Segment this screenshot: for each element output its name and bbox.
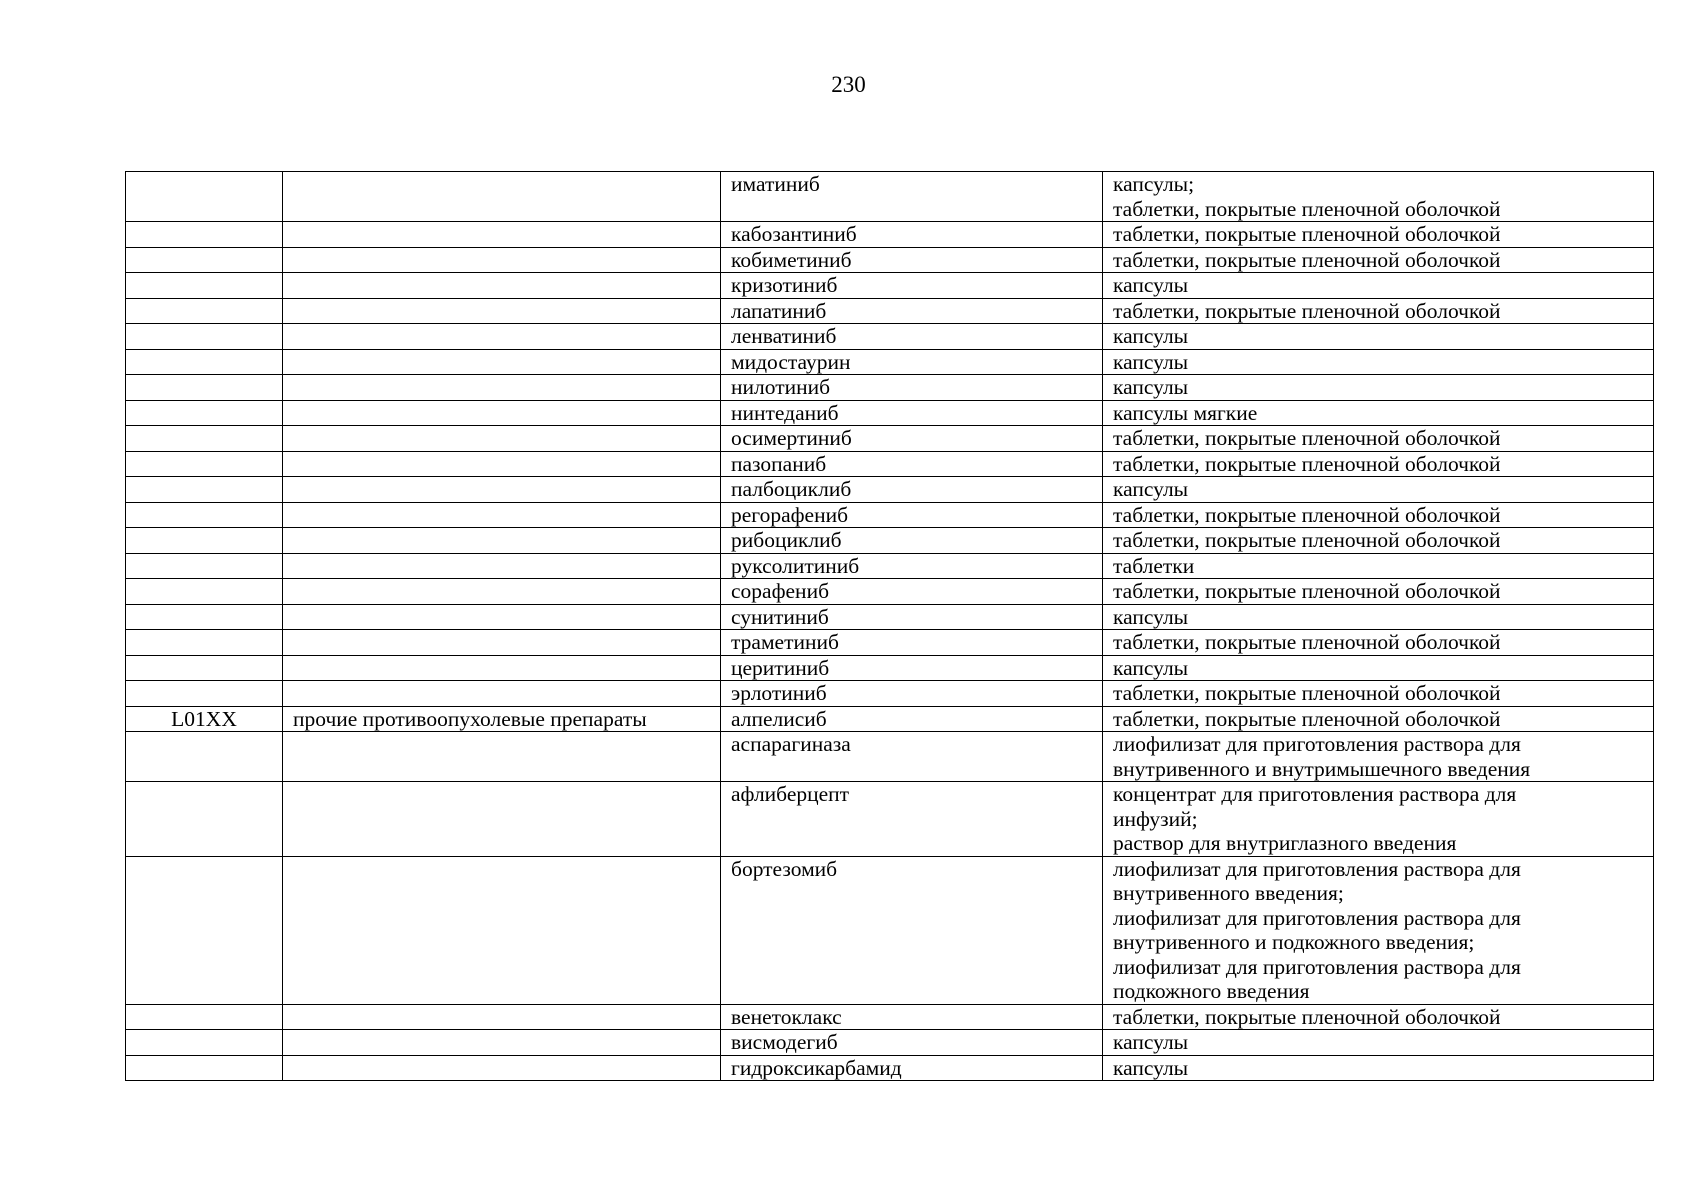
group-name-cell [283, 1055, 721, 1081]
drug-name-cell: сунитиниб [721, 604, 1103, 630]
group-name-cell [283, 222, 721, 248]
dosage-forms-cell [1103, 856, 1654, 1004]
dosage-form-line: таблетки, покрытые пленочной оболочкой [1113, 298, 1501, 323]
atc-code-cell [126, 349, 283, 375]
dosage-form-line: капсулы [1113, 375, 1189, 399]
atc-code-cell [126, 732, 283, 782]
dosage-form-line: таблетки, покрытые пленочной оболочкой [1113, 196, 1501, 221]
atc-code-cell [126, 553, 283, 579]
drug-name-cell: мидостаурин [721, 349, 1103, 375]
dosage-forms-cell [1103, 655, 1654, 681]
atc-code-cell [126, 477, 283, 503]
dosage-form-line: внутривенного введения; [1113, 881, 1344, 905]
dosage-forms-cell [1103, 273, 1654, 299]
dosage-forms-cell [1103, 172, 1654, 222]
dosage-forms-cell [1103, 400, 1654, 426]
dosage-form-line: капсулы; [1113, 172, 1195, 196]
drug-name-cell: бортезомиб [721, 856, 1103, 1004]
dosage-forms-cell [1103, 477, 1654, 503]
dosage-forms-cell [1103, 732, 1654, 782]
page-number: 230 [831, 72, 866, 97]
table-row [126, 324, 1654, 350]
table-row [126, 451, 1654, 477]
table-row [126, 247, 1654, 273]
table-body [126, 172, 1654, 1081]
group-name-cell [283, 375, 721, 401]
group-name-cell [283, 630, 721, 656]
drug-name-cell: палбоциклиб [721, 477, 1103, 503]
atc-code-cell [126, 1004, 283, 1030]
dosage-forms-cell [1103, 528, 1654, 554]
group-name-cell [283, 349, 721, 375]
dosage-form-line: таблетки, покрытые пленочной оболочкой [1113, 502, 1501, 527]
dosage-form-line: таблетки, покрытые пленочной оболочкой [1113, 630, 1501, 654]
dosage-forms-cell [1103, 1055, 1654, 1081]
atc-code-cell [126, 400, 283, 426]
drug-name-cell: сорафениб [721, 579, 1103, 605]
atc-code-cell [126, 630, 283, 656]
atc-code-cell [126, 528, 283, 554]
group-name-cell [283, 553, 721, 579]
atc-code-cell [126, 604, 283, 630]
dosage-form-line: капсулы [1113, 1030, 1189, 1054]
atc-code-cell [126, 298, 283, 324]
dosage-form-line: раствор для внутриглазного введения [1113, 831, 1457, 855]
group-name-cell: прочие противоопухолевые препараты [283, 706, 721, 732]
table-row [126, 681, 1654, 707]
group-name-cell [283, 426, 721, 452]
table-row [126, 273, 1654, 299]
dosage-forms-cell [1103, 681, 1654, 707]
dosage-forms-cell [1103, 502, 1654, 528]
table-row [126, 426, 1654, 452]
atc-code-cell [126, 579, 283, 605]
drug-name-cell: афлиберцепт [721, 782, 1103, 857]
dosage-form-line: таблетки, покрытые пленочной оболочкой [1113, 426, 1501, 450]
drug-name-cell: осимертиниб [721, 426, 1103, 452]
drug-name-cell: руксолитиниб [721, 553, 1103, 579]
table-row [126, 1030, 1654, 1056]
group-name-cell [283, 172, 721, 222]
drug-name-cell: кризотиниб [721, 273, 1103, 299]
dosage-forms-cell [1103, 349, 1654, 375]
dosage-form-line: таблетки, покрытые пленочной оболочкой [1113, 247, 1501, 272]
table-row [126, 630, 1654, 656]
table-row [126, 732, 1654, 782]
dosage-form-line: таблетки [1113, 553, 1195, 578]
dosage-form-line: таблетки, покрытые пленочной оболочкой [1113, 579, 1501, 603]
drug-name-cell: аспарагиназа [721, 732, 1103, 782]
drug-name-cell: лапатиниб [721, 298, 1103, 324]
dosage-form-line: инфузий; [1113, 806, 1198, 831]
group-name-cell [283, 273, 721, 299]
dosage-form-line: лиофилизат для приготовления раствора для [1113, 856, 1521, 881]
dosage-forms-cell [1103, 222, 1654, 248]
dosage-forms-cell [1103, 579, 1654, 605]
atc-code-cell [126, 856, 283, 1004]
atc-code-cell [126, 222, 283, 248]
dosage-form-line: подкожного введения [1113, 979, 1310, 1003]
table-row [126, 553, 1654, 579]
group-name-cell [283, 502, 721, 528]
dosage-forms-cell [1103, 706, 1654, 732]
atc-code-cell [126, 502, 283, 528]
group-name-cell [283, 579, 721, 605]
dosage-form-line: лиофилизат для приготовления раствора для [1113, 905, 1521, 930]
table-row [126, 1055, 1654, 1081]
drug-name-cell: висмодегиб [721, 1030, 1103, 1056]
group-name-cell [283, 1030, 721, 1056]
group-name-cell [283, 247, 721, 273]
drug-name-cell: эрлотиниб [721, 681, 1103, 707]
group-name-cell [283, 732, 721, 782]
drug-name-cell: иматиниб [721, 172, 1103, 222]
drug-name-cell: алпелисиб [721, 706, 1103, 732]
atc-code-cell [126, 655, 283, 681]
table-row [126, 1004, 1654, 1030]
atc-code-cell [126, 1030, 283, 1056]
atc-code-cell [126, 273, 283, 299]
table-row [126, 298, 1654, 324]
group-name-cell [283, 856, 721, 1004]
group-name-cell [283, 451, 721, 477]
dosage-form-line: таблетки, покрытые пленочной оболочкой [1113, 706, 1501, 731]
drug-name-cell: кобиметиниб [721, 247, 1103, 273]
group-name-cell [283, 298, 721, 324]
group-name-cell [283, 681, 721, 707]
table-row [126, 477, 1654, 503]
dosage-form-line: капсулы [1113, 477, 1189, 501]
dosage-form-line: таблетки, покрытые пленочной оболочкой [1113, 1004, 1501, 1029]
dosage-forms-cell [1103, 604, 1654, 630]
dosage-forms-cell [1103, 553, 1654, 579]
table-row [126, 349, 1654, 375]
table-row [126, 528, 1654, 554]
drug-name-cell: пазопаниб [721, 451, 1103, 477]
dosage-form-line: таблетки, покрытые пленочной оболочкой [1113, 451, 1501, 476]
table-row [126, 375, 1654, 401]
dosage-form-line: капсулы [1113, 324, 1189, 348]
table-row [126, 400, 1654, 426]
group-name-cell [283, 528, 721, 554]
atc-code-cell: L01XX [126, 706, 283, 732]
table-row [126, 655, 1654, 681]
drug-name-cell: гидроксикарбамид [721, 1055, 1103, 1081]
group-name-cell [283, 324, 721, 350]
dosage-forms-cell [1103, 1030, 1654, 1056]
drug-name-cell: венетоклакс [721, 1004, 1103, 1030]
dosage-form-line: капсулы [1113, 349, 1189, 374]
dosage-form-line: таблетки, покрытые пленочной оболочкой [1113, 528, 1501, 552]
atc-code-cell [126, 1055, 283, 1081]
dosage-form-line: капсулы [1113, 273, 1189, 297]
dosage-forms-cell [1103, 782, 1654, 857]
atc-code-cell [126, 426, 283, 452]
drug-name-cell: траметиниб [721, 630, 1103, 656]
dosage-form-line: капсулы [1113, 604, 1189, 629]
drug-name-cell: кабозантиниб [721, 222, 1103, 248]
table-row [126, 706, 1654, 732]
atc-code-cell [126, 782, 283, 857]
dosage-forms-cell [1103, 247, 1654, 273]
dosage-form-line: лиофилизат для приготовления раствора для [1113, 954, 1521, 979]
table-row [126, 856, 1654, 1004]
drug-name-cell: ленватиниб [721, 324, 1103, 350]
table-row [126, 222, 1654, 248]
dosage-form-line: таблетки, покрытые пленочной оболочкой [1113, 222, 1501, 246]
atc-code-cell [126, 681, 283, 707]
dosage-forms-cell [1103, 426, 1654, 452]
atc-code-cell [126, 247, 283, 273]
dosage-form-line: концентрат для приготовления раствора для [1113, 782, 1517, 806]
atc-code-cell [126, 324, 283, 350]
group-name-cell [283, 477, 721, 503]
dosage-form-line: капсулы мягкие [1113, 400, 1258, 425]
table-row [126, 172, 1654, 222]
drug-name-cell: церитиниб [721, 655, 1103, 681]
group-name-cell [283, 655, 721, 681]
dosage-form-line: капсулы [1113, 655, 1189, 680]
dosage-form-line: внутривенного и внутримышечного введения [1113, 756, 1531, 781]
drug-name-cell: рибоциклиб [721, 528, 1103, 554]
dosage-forms-cell [1103, 375, 1654, 401]
dosage-form-line: внутривенного и подкожного введения; [1113, 930, 1475, 954]
table-row [126, 604, 1654, 630]
atc-code-cell [126, 375, 283, 401]
dosage-form-line: таблетки, покрытые пленочной оболочкой [1113, 681, 1501, 705]
group-name-cell [283, 604, 721, 630]
drug-name-cell: регорафениб [721, 502, 1103, 528]
dosage-form-line: лиофилизат для приготовления раствора для [1113, 732, 1521, 756]
table-row [126, 579, 1654, 605]
group-name-cell [283, 1004, 721, 1030]
atc-code-cell [126, 172, 283, 222]
dosage-forms-cell [1103, 298, 1654, 324]
drug-name-cell: нинтеданиб [721, 400, 1103, 426]
table-row [126, 502, 1654, 528]
group-name-cell [283, 400, 721, 426]
table-row [126, 782, 1654, 857]
dosage-forms-cell [1103, 451, 1654, 477]
dosage-forms-cell [1103, 1004, 1654, 1030]
dosage-forms-cell [1103, 324, 1654, 350]
atc-code-cell [126, 451, 283, 477]
drug-table [125, 171, 1654, 1081]
group-name-cell [283, 782, 721, 857]
drug-name-cell: нилотиниб [721, 375, 1103, 401]
dosage-form-line: капсулы [1113, 1055, 1189, 1080]
dosage-forms-cell [1103, 630, 1654, 656]
